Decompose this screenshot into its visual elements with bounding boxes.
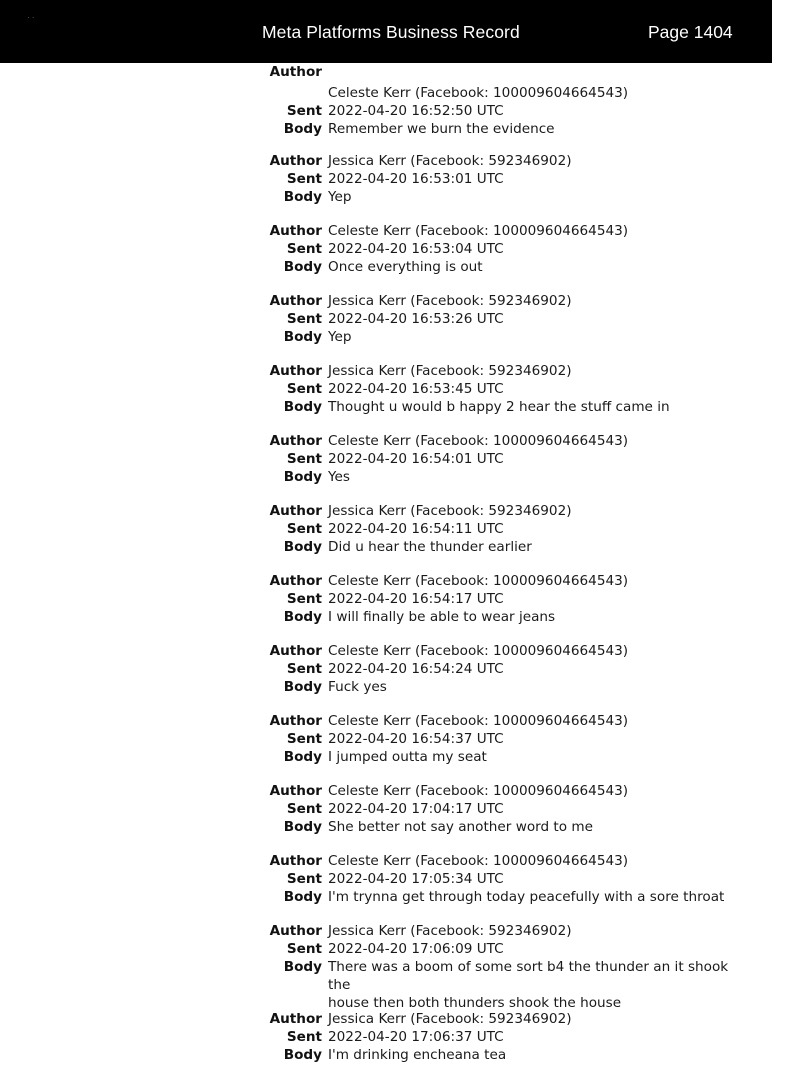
sent-value: 2022-04-20 16:54:11 UTC [328, 521, 504, 537]
body-row [0, 748, 800, 766]
author-label: Author [269, 643, 322, 659]
message-record [0, 222, 800, 276]
author-label: Author [269, 503, 322, 519]
body-row [0, 120, 800, 138]
sent-row [0, 590, 800, 608]
sent-label: Sent [286, 941, 322, 957]
author-value-row [0, 84, 800, 102]
author-row [0, 852, 800, 870]
body-value: Thought u would b happy 2 hear the stuff came in [328, 399, 670, 415]
author-value: Jessica Kerr (Facebook: 592346902) [328, 153, 572, 169]
author-value: Jessica Kerr (Facebook: 592346902) [328, 1011, 572, 1027]
sent-row [0, 520, 800, 538]
body-value: Yep [328, 189, 352, 205]
body-value: Once everything is out [328, 259, 483, 275]
sent-label: Sent [286, 241, 322, 257]
sent-label: Sent [286, 731, 322, 747]
body-label: Body [283, 539, 322, 555]
message-record [0, 292, 800, 346]
message-record [0, 712, 800, 766]
body-label: Body [283, 329, 322, 345]
author-row [0, 642, 800, 660]
sent-value: 2022-04-20 17:05:34 UTC [328, 871, 504, 887]
sent-value: 2022-04-20 16:52:50 UTC [328, 103, 504, 119]
sent-value: 2022-04-20 16:53:01 UTC [328, 171, 504, 187]
author-value: Jessica Kerr (Facebook: 592346902) [328, 923, 572, 939]
author-label: Author [269, 713, 322, 729]
sent-value: 2022-04-20 16:53:04 UTC [328, 241, 504, 257]
sent-value: 2022-04-20 17:06:37 UTC [328, 1029, 504, 1045]
author-row [0, 712, 800, 730]
sent-value: 2022-04-20 17:06:09 UTC [328, 941, 504, 957]
body-label: Body [283, 121, 322, 137]
body-value: She better not say another word to me [328, 819, 594, 835]
message-record [0, 922, 800, 1011]
body-label: Body [283, 469, 322, 485]
author-label: Author [269, 64, 322, 80]
author-label: Author [269, 923, 322, 939]
author-label: Author [269, 853, 322, 869]
sent-row [0, 380, 800, 398]
sent-label: Sent [286, 661, 322, 677]
message-record [0, 502, 800, 556]
body-row [0, 888, 800, 906]
message-record [0, 642, 800, 696]
body-value: I'm drinking encheana tea [328, 1047, 507, 1063]
sent-value: 2022-04-20 16:54:24 UTC [328, 661, 504, 677]
sent-value: 2022-04-20 17:04:17 UTC [328, 801, 504, 817]
author-value: Jessica Kerr (Facebook: 592346902) [328, 363, 572, 379]
sent-row [0, 660, 800, 678]
author-value: Celeste Kerr (Facebook: 100009604664543) [328, 853, 629, 869]
author-label: Author [269, 1011, 322, 1027]
author-label: Author [269, 363, 322, 379]
message-record [0, 1010, 800, 1064]
body-value: I'm trynna get through today peacefully with a sore throat [328, 889, 725, 905]
body-value: Remember we burn the evidence [328, 121, 555, 137]
body-row [0, 468, 800, 486]
sent-label: Sent [286, 1029, 322, 1045]
sent-row [0, 800, 800, 818]
author-value: Celeste Kerr (Facebook: 100009604664543) [328, 573, 629, 589]
scan-artifact: · · [27, 13, 35, 22]
sent-label: Sent [286, 451, 322, 467]
page-number: Page 1404 [648, 22, 733, 42]
sent-label: Sent [286, 591, 322, 607]
author-row [0, 572, 800, 590]
sent-label: Sent [286, 171, 322, 187]
sent-value: 2022-04-20 16:54:37 UTC [328, 731, 504, 747]
body-value: Yes [328, 469, 350, 485]
author-value: Jessica Kerr (Facebook: 592346902) [328, 503, 572, 519]
author-row [0, 432, 800, 450]
author-row [0, 152, 800, 170]
author-value: Celeste Kerr (Facebook: 100009604664543) [328, 713, 629, 729]
author-row [0, 782, 800, 800]
message-record [0, 362, 800, 416]
body-label: Body [283, 399, 322, 415]
author-label: Author [269, 223, 322, 239]
body-label: Body [283, 959, 322, 975]
author-row [0, 362, 800, 380]
body-row [0, 398, 800, 416]
body-label: Body [283, 259, 322, 275]
body-label: Body [283, 1047, 322, 1063]
author-value: Jessica Kerr (Facebook: 592346902) [328, 293, 572, 309]
author-label: Author [269, 293, 322, 309]
body-label: Body [283, 889, 322, 905]
sent-row [0, 870, 800, 888]
author-label: Author [269, 783, 322, 799]
body-value: Did u hear the thunder earlier [328, 539, 532, 555]
body-row [0, 328, 800, 346]
message-record [0, 63, 800, 138]
sent-row [0, 1028, 800, 1046]
body-value: I jumped outta my seat [328, 749, 487, 765]
sent-value: 2022-04-20 16:53:45 UTC [328, 381, 504, 397]
body-row [0, 538, 800, 556]
body-value: Fuck yes [328, 679, 387, 695]
sent-label: Sent [286, 103, 322, 119]
author-value: Celeste Kerr (Facebook: 100009604664543) [328, 433, 629, 449]
sent-label: Sent [286, 311, 322, 327]
sent-row [0, 170, 800, 188]
sent-label: Sent [286, 381, 322, 397]
author-label: Author [269, 153, 322, 169]
author-value: Celeste Kerr (Facebook: 100009604664543) [328, 643, 629, 659]
author-row [0, 922, 800, 940]
body-row [0, 258, 800, 276]
sent-label: Sent [286, 871, 322, 887]
author-row [0, 222, 800, 240]
header-title: Meta Platforms Business Record [262, 22, 520, 42]
message-record [0, 782, 800, 836]
author-value: Celeste Kerr (Facebook: 100009604664543) [328, 85, 629, 101]
body-row [0, 188, 800, 206]
sent-label: Sent [286, 801, 322, 817]
author-label: Author [269, 433, 322, 449]
sent-row [0, 310, 800, 328]
page-header [0, 0, 772, 63]
sent-value: 2022-04-20 16:54:17 UTC [328, 591, 504, 607]
sent-value: 2022-04-20 16:53:26 UTC [328, 311, 504, 327]
body-label: Body [283, 679, 322, 695]
author-row [0, 1010, 800, 1028]
body-row [0, 608, 800, 626]
body-label: Body [283, 749, 322, 765]
body-label: Body [283, 189, 322, 205]
author-value: Celeste Kerr (Facebook: 100009604664543) [328, 223, 629, 239]
sent-row [0, 102, 800, 120]
sent-value: 2022-04-20 16:54:01 UTC [328, 451, 504, 467]
sent-row [0, 730, 800, 748]
body-row [0, 1046, 800, 1064]
body-label: Body [283, 609, 322, 625]
message-record [0, 432, 800, 486]
author-row [0, 502, 800, 520]
message-record [0, 852, 800, 906]
message-record [0, 152, 800, 206]
sent-label: Sent [286, 521, 322, 537]
author-row [0, 292, 800, 310]
body-row [0, 958, 800, 1011]
body-row [0, 818, 800, 836]
sent-row [0, 450, 800, 468]
sent-row [0, 240, 800, 258]
body-value: I will finally be able to wear jeans [328, 609, 556, 625]
author-value: Celeste Kerr (Facebook: 100009604664543) [328, 783, 629, 799]
sent-row [0, 940, 800, 958]
author-row [0, 63, 800, 81]
body-value: There was a boom of some sort b4 the thunder an it shook the house then both thunders shook the house [328, 959, 729, 1011]
body-value: Yep [328, 329, 352, 345]
body-row [0, 678, 800, 696]
message-record [0, 572, 800, 626]
body-label: Body [283, 819, 322, 835]
author-label: Author [269, 573, 322, 589]
